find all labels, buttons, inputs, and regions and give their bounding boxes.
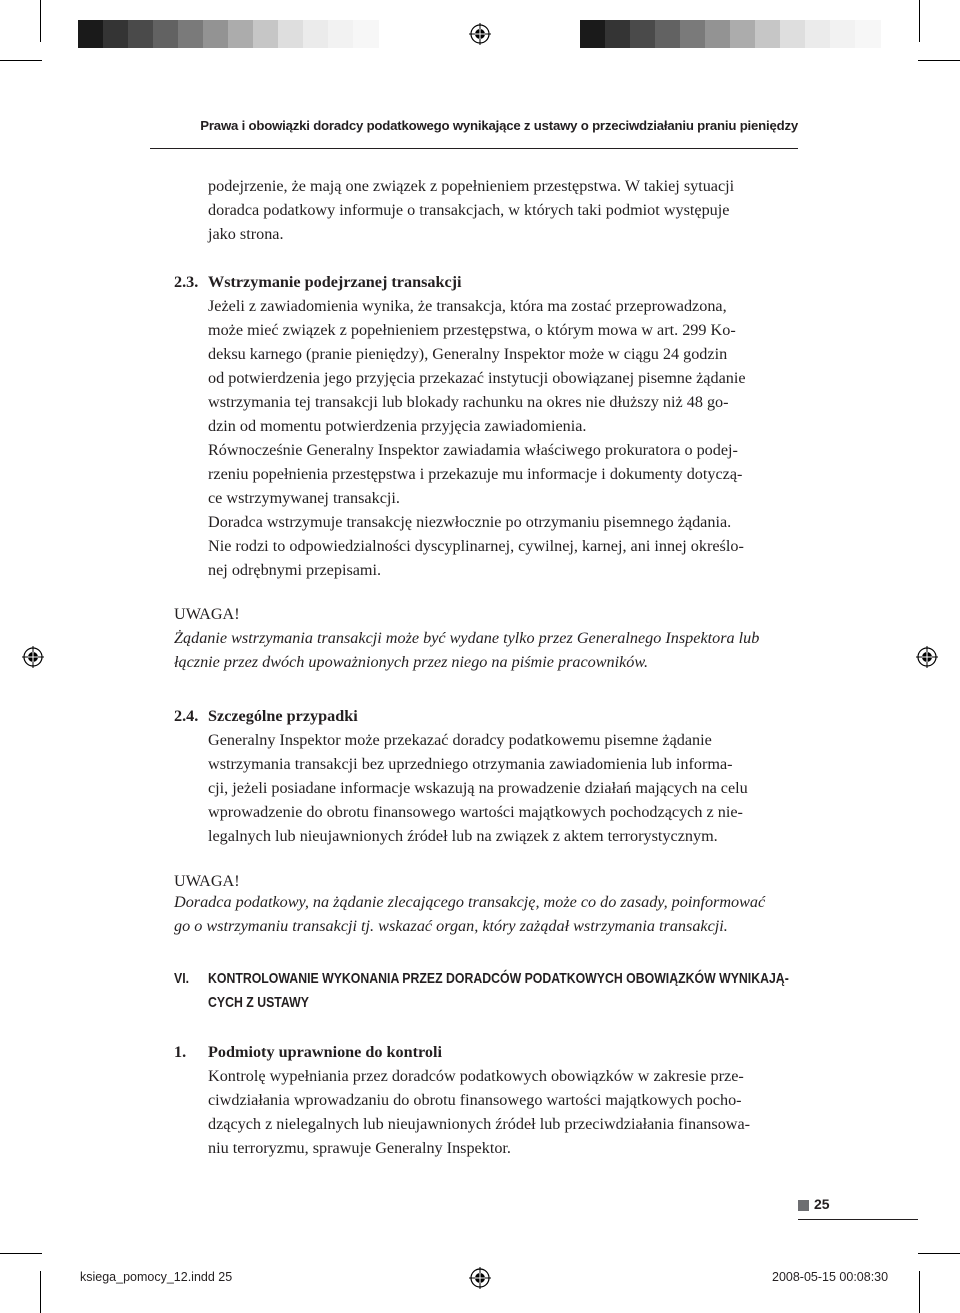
color-swatch (630, 20, 655, 48)
text-line: może mieć związek z popełnieniem przestępstwa, o którym mowa w art. 299 Ko- (208, 321, 736, 339)
note-label: UWAGA! (174, 605, 240, 623)
text-line: doradca podatkowy informuje o transakcjach, w których taki podmiot występuje (208, 201, 730, 219)
section-number: 2.4. (174, 707, 199, 725)
color-swatch (203, 20, 228, 48)
text-line: dzących z nielegalnych lub nieujawnionych źródeł lub przeciwdziałania finansowa- (208, 1115, 751, 1133)
color-swatch (303, 20, 328, 48)
crop-mark (919, 1271, 920, 1313)
section-title: Podmioty uprawnione do kontroli (208, 1043, 443, 1061)
color-swatch (580, 20, 605, 48)
crop-mark (40, 1271, 41, 1313)
text-line: legalnych lub nieujawnionych źródeł lub na związek z aktem terrorystycznym. (208, 827, 718, 845)
text-line: wstrzymania tej transakcji lub blokady rachunku na okres nie dłuższy niż 48 go- (208, 393, 729, 411)
section-paragraph (208, 294, 798, 582)
registration-mark-icon (22, 646, 44, 668)
text-line: go o wstrzymaniu transakcji tj. wskazać organ, który zażądał wstrzymania transakcji. (174, 917, 728, 935)
text-line: Równocześnie Generalny Inspektor zawiadamia właściwego prokuratora o podej- (208, 441, 738, 459)
crop-mark (919, 0, 920, 42)
text-line: Generalny Inspektor może przekazać doradcy podatkowemu pisemne żądanie (208, 731, 712, 749)
section-paragraph (208, 1064, 798, 1160)
footer-timestamp: 2008-05-15 00:08:30 (772, 1270, 889, 1284)
text-line: rzeniu popełnienia przestępstwa i przekazuje mu informacje i dokumenty dotyczą- (208, 465, 743, 483)
page-number-rule (798, 1219, 918, 1220)
color-swatch (153, 20, 178, 48)
color-swatch (830, 20, 855, 48)
text-line: Doradca podatkowy, na żądanie zlecającego transakcję, może co do zasady, poinformować (174, 893, 766, 911)
text-line: ce wstrzymywanej transakcji. (208, 489, 400, 507)
color-swatch (730, 20, 755, 48)
text-line: deksu karnego (pranie pieniędzy), Generalny Inspektor może w ciągu 24 godzin (208, 345, 728, 363)
crop-mark (0, 1253, 42, 1254)
color-swatch (228, 20, 253, 48)
section-number: 2.3. (174, 273, 199, 291)
footer-filename: ksiega_pomocy_12.indd 25 (80, 1270, 233, 1284)
color-swatch (353, 20, 379, 48)
page-number-marker-icon (798, 1200, 809, 1211)
color-swatch (755, 20, 780, 48)
registration-mark-icon (916, 646, 938, 668)
text-line: Nie rodzi to odpowiedzialności dyscyplinarnej, cywilnej, karnej, ani innej określo- (208, 537, 744, 555)
color-swatch (805, 20, 830, 48)
color-swatch (855, 20, 881, 48)
color-swatch (103, 20, 128, 48)
registration-mark-icon (469, 23, 491, 45)
page-number: 25 (814, 1196, 830, 1212)
text-line: nej odrębnymi przepisami. (208, 561, 382, 579)
color-swatch (328, 20, 353, 48)
text-line: ciwdziałania wprowadzaniu do obrotu finansowego wartości majątkowych pocho- (208, 1091, 742, 1109)
text-line: od potwierdzenia jego przyjęcia przekazać instytucji obowiązanej pisemne żądanie (208, 369, 746, 387)
text-line: Kontrolę wypełniania przez doradców podatkowych obowiązków w zakresie prze- (208, 1067, 744, 1085)
crop-mark (0, 60, 42, 61)
intro-paragraph (208, 174, 798, 246)
color-swatch (705, 20, 730, 48)
text-line: Doradca wstrzymuje transakcję niezwłocznie po otrzymaniu pisemnego żądania. (208, 513, 732, 531)
text-line: Żądanie wstrzymania transakcji może być wydane tylko przez Generalnego Inspektora lub (174, 629, 760, 647)
crop-mark (918, 1253, 960, 1254)
running-head: Prawa i obowiązki doradcy podatkowego wynikające z ustawy o przeciwdziałaniu praniu pieniędzy (200, 118, 798, 133)
color-swatch (78, 20, 103, 48)
text-line: podejrzenie, że mają one związek z popełnieniem przestępstwa. W takiej sytuacji (208, 177, 735, 195)
text-line: wprowadzenie do obrotu finansowego wartości majątkowych pochodzących z nie- (208, 803, 743, 821)
section-paragraph (208, 728, 798, 848)
header-rule (150, 148, 798, 149)
text-line: jako strona. (208, 225, 284, 243)
note-label: UWAGA! (174, 872, 240, 890)
chapter-title-line: CYCH Z USTAWY (208, 994, 309, 1011)
section-number: 1. (174, 1043, 187, 1061)
note-text (174, 890, 804, 938)
section-title: Wstrzymanie podejrzanej transakcji (208, 273, 462, 291)
text-line: cji, jeżeli posiadane informacje wskazują na prowadzenie działań mających na celu (208, 779, 748, 797)
note-text (174, 626, 804, 674)
text-line: łącznie przez dwóch upoważnionych przez niego na piśmie pracowników. (174, 653, 649, 671)
color-swatch (780, 20, 805, 48)
text-line: wstrzymania transakcji bez uprzedniego otrzymania zawiadomienia lub informa- (208, 755, 733, 773)
chapter-title-line: KONTROLOWANIE WYKONANIA PRZEZ DORADCÓW PODATKOWYCH OBOWIĄZKÓW WYNIKAJĄ- (208, 970, 789, 987)
crop-mark (40, 0, 41, 42)
color-swatch (278, 20, 303, 48)
color-swatch (253, 20, 278, 48)
color-swatch (178, 20, 203, 48)
registration-mark-icon (469, 1267, 491, 1289)
text-line: Jeżeli z zawiadomienia wynika, że transakcja, która ma zostać przeprowadzona, (208, 297, 727, 315)
text-line: dzin od momentu potwierdzenia przyjęcia zawiadomienia. (208, 417, 587, 435)
color-swatch (655, 20, 680, 48)
color-swatch (605, 20, 630, 48)
chapter-number: VI. (174, 970, 190, 987)
section-title: Szczególne przypadki (208, 707, 358, 725)
crop-mark (918, 60, 960, 61)
color-swatch (680, 20, 705, 48)
text-line: niu terroryzmu, sprawuje Generalny Inspektor. (208, 1139, 511, 1157)
color-swatch (128, 20, 153, 48)
